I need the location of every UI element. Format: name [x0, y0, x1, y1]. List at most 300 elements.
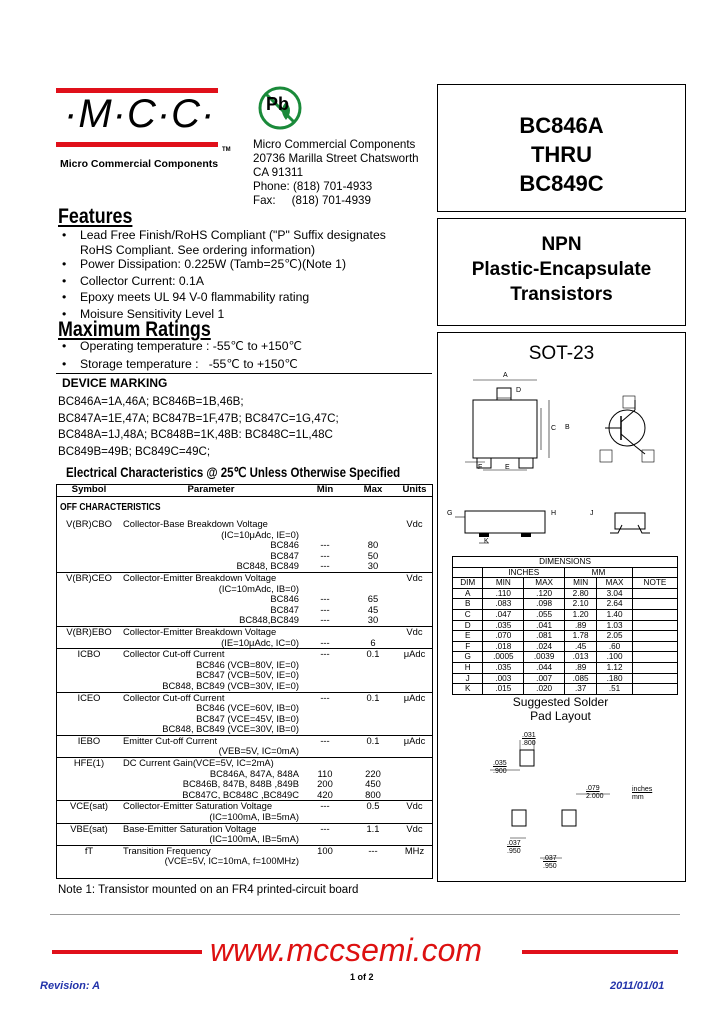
- elec-symbol: [57, 746, 121, 757]
- website-link[interactable]: www.mccsemi.com: [210, 932, 483, 968]
- company-line: CA 91311: [253, 166, 304, 179]
- dimension-cell: [632, 673, 677, 684]
- elec-parameter: BC848, BC849 (VCB=30V, IE=0): [162, 679, 299, 691]
- elec-unit: μAdc: [403, 691, 426, 703]
- elec-symbol: [57, 605, 121, 616]
- elec-max: 450: [365, 778, 381, 790]
- elec-unit: [397, 551, 432, 562]
- elec-max: [349, 812, 397, 823]
- desc-line1: NPN: [541, 234, 582, 255]
- revision: Revision: A: [40, 980, 101, 992]
- package-name: SOT-23: [528, 343, 595, 364]
- max-ratings-heading: Maximum Ratings: [58, 318, 211, 341]
- elec-parameter: (VEB=5V, IC=0mA): [218, 745, 299, 757]
- logo-bar-bottom: [56, 142, 218, 147]
- solder-dim-3: [586, 785, 604, 801]
- label-E: E: [505, 464, 510, 471]
- elec-parameter: (IC=10μAdc, IE=0): [221, 528, 299, 540]
- elec-unit: [397, 746, 432, 757]
- dimension-cell: .110: [483, 588, 524, 599]
- pb-free-icon: [254, 84, 306, 132]
- solder-title: [437, 695, 684, 723]
- elec-max: [349, 758, 397, 769]
- elec-parameter: BC848, BC849 (VCE=30V, IB=0): [162, 723, 299, 735]
- elec-symbol: fT: [84, 844, 94, 856]
- elec-max: [349, 670, 397, 681]
- dimension-row: [453, 609, 678, 620]
- elec-parameter: (IC=100mA, IB=5mA): [209, 833, 299, 845]
- elec-unit: [397, 703, 432, 714]
- elec-min: [301, 746, 349, 757]
- company-address: [253, 138, 419, 208]
- dim-empty: [632, 567, 677, 578]
- part-line2: THRU: [530, 142, 593, 167]
- elec-min: ---: [320, 614, 330, 626]
- dimension-cell: G: [453, 652, 483, 663]
- elec-max: [349, 572, 397, 583]
- dim-col-header: MIN: [565, 578, 597, 589]
- dimension-cell: .070: [483, 631, 524, 642]
- label-G: G: [447, 510, 453, 517]
- elec-symbol: [57, 779, 121, 790]
- dim-group-inches: INCHES: [483, 567, 565, 578]
- solder-dim-2: [493, 760, 507, 776]
- dimension-cell: .044: [524, 662, 565, 673]
- marking-lines: [58, 394, 339, 460]
- elec-parameter: Collector-Emitter Saturation Voltage: [123, 800, 273, 812]
- dimension-row: [453, 652, 678, 663]
- dim-col-header: MAX: [597, 578, 633, 589]
- dimension-cell: .098: [524, 599, 565, 610]
- elec-max: [349, 724, 397, 735]
- dimension-cell: [632, 662, 677, 673]
- dimension-cell: .015: [483, 684, 524, 695]
- elec-max: 0.1: [366, 734, 380, 746]
- elec-min: [301, 670, 349, 681]
- elec-unit: [397, 681, 432, 692]
- elec-min: [301, 681, 349, 692]
- label-F: F: [478, 464, 483, 471]
- elec-symbol: ICEO: [77, 691, 101, 703]
- elec-table-header: [57, 485, 432, 497]
- elec-row: [57, 519, 432, 530]
- elec-symbol: [57, 790, 121, 801]
- dim-col-header: MAX: [524, 578, 565, 589]
- dimension-cell: 1.20: [565, 609, 597, 620]
- dim-group-mm: MM: [565, 567, 633, 578]
- elec-parameter: BC846 (VCB=80V, IE=0): [196, 658, 299, 670]
- solder-dim-4: [507, 840, 521, 856]
- dimension-cell: .89: [565, 662, 597, 673]
- elec-row: [57, 812, 432, 823]
- solder-dim-1b: .800: [522, 740, 536, 747]
- label-C: C: [551, 425, 557, 432]
- dimension-cell: [632, 609, 677, 620]
- elec-symbol: V(BR)EBO: [66, 625, 112, 637]
- elec-min: ---: [320, 539, 330, 551]
- elec-parameter: (IE=10μAdc, IC=0): [221, 636, 299, 648]
- solder-units: [632, 786, 652, 802]
- elec-min: ---: [320, 691, 330, 703]
- dimension-cell: B: [453, 599, 483, 610]
- dimension-cell: .083: [483, 599, 524, 610]
- elec-symbol: [57, 724, 121, 735]
- dim-col-header: DIM: [453, 578, 483, 589]
- dimension-cell: .120: [524, 588, 565, 599]
- label-B: B: [565, 424, 570, 431]
- elec-parameter: DC Current Gain(VCE=5V, IC=2mA): [123, 757, 274, 769]
- elec-parameter: BC848,BC849: [239, 614, 299, 626]
- elec-symbol: [57, 584, 121, 595]
- dimension-cell: J: [453, 673, 483, 684]
- elec-row: [57, 681, 432, 692]
- dimension-row: [453, 599, 678, 610]
- elec-min: ---: [320, 560, 330, 572]
- elec-min: [301, 834, 349, 845]
- solder-title-line1: Suggested Solder: [512, 695, 609, 709]
- elec-parameter: Collector-Base Breakdown Voltage: [123, 518, 268, 529]
- elec-row: [57, 561, 432, 572]
- elec-symbol: [57, 615, 121, 626]
- elec-max: 800: [365, 788, 381, 800]
- elec-symbol: [57, 530, 121, 541]
- elec-symbol: [57, 834, 121, 845]
- solder-title-line2: Pad Layout: [530, 709, 591, 723]
- elec-min: [301, 626, 349, 637]
- elec-unit: [397, 724, 432, 735]
- elec-row: [57, 834, 432, 845]
- part-line1: BC846A: [519, 113, 604, 138]
- elec-unit: [397, 561, 432, 572]
- dimension-cell: .035: [483, 620, 524, 631]
- elec-unit: [397, 790, 432, 801]
- elec-max: 30: [367, 614, 379, 626]
- label-J: J: [590, 510, 594, 517]
- elec-symbol: VBE(sat): [70, 822, 108, 834]
- elec-row: [57, 758, 432, 769]
- elec-max: 220: [365, 767, 381, 779]
- elec-unit: [397, 834, 432, 845]
- elec-unit: [397, 638, 432, 649]
- footnote: Note 1: Transistor mounted on an FR4 printed-circuit board: [58, 884, 359, 896]
- features-heading: Features: [58, 205, 133, 228]
- elec-max: [349, 660, 397, 671]
- col-units: Units: [402, 484, 427, 495]
- dim-col-header: MIN: [483, 578, 524, 589]
- company-line: Phone: (818) 701-4933: [253, 180, 373, 193]
- solder-dim-4a: .037: [507, 840, 521, 847]
- dimension-cell: 1.40: [597, 609, 633, 620]
- dimension-cell: E: [453, 631, 483, 642]
- elec-parameter: BC846: [270, 593, 299, 605]
- elec-heading: Electrical Characteristics @ 25℃ Unless Otherwise Specified: [66, 464, 401, 480]
- footer-rule: [50, 914, 680, 915]
- label-A: A: [503, 372, 508, 379]
- elec-max: 6: [370, 636, 376, 648]
- elec-min: ---: [320, 593, 330, 605]
- marking-heading: DEVICE MARKING: [62, 376, 168, 390]
- max-ratings-list: [80, 339, 410, 371]
- label-D: D: [516, 387, 522, 394]
- elec-max: 0.1: [366, 691, 380, 703]
- elec-unit: [397, 779, 432, 790]
- elec-unit: [397, 594, 432, 605]
- footer-bar-right: [522, 950, 678, 954]
- solder-dim-5: [543, 855, 557, 871]
- part-line3: BC849C: [519, 171, 604, 196]
- dimension-cell: H: [453, 662, 483, 673]
- feature-item: • Lead Free Finish/RoHS Compliant ("P" Suffix designates RoHS Compliant. See ordering information): [80, 228, 410, 257]
- elec-unit: [397, 584, 432, 595]
- elec-parameter: BC846A, 847A, 848A: [209, 767, 299, 779]
- elec-max: [349, 703, 397, 714]
- marking-line: BC848A=1J,48A; BC848B=1K,48B: BC848C=1L,48C: [58, 428, 333, 441]
- elec-symbol: HFE(1): [73, 757, 105, 769]
- dimensions-table: [452, 556, 678, 695]
- dimension-cell: .45: [565, 641, 597, 652]
- dimension-cell: A: [453, 588, 483, 599]
- solder-dim-2b: .900: [493, 768, 507, 775]
- elec-min: ---: [320, 636, 330, 648]
- dimension-row: [453, 684, 678, 695]
- elec-min: [301, 572, 349, 583]
- elec-max: [349, 746, 397, 757]
- elec-row: [57, 724, 432, 735]
- dimension-row: [453, 641, 678, 652]
- desc-line2: Plastic-Encapsulate: [471, 259, 652, 280]
- label-K: K: [484, 538, 489, 545]
- elec-max: [349, 834, 397, 845]
- elec-min: ---: [320, 800, 330, 812]
- elec-parameter: BC846B, 847B, 848B ,849B: [182, 778, 299, 790]
- elec-unit: [397, 540, 432, 551]
- elec-max: [349, 714, 397, 725]
- dimension-cell: [632, 641, 677, 652]
- label-H: H: [551, 510, 557, 517]
- dimension-cell: [632, 588, 677, 599]
- dimension-cell: .047: [483, 609, 524, 620]
- elec-symbol: [57, 856, 121, 867]
- dimension-cell: .89: [565, 620, 597, 631]
- elec-parameter: Collector-Emitter Breakdown Voltage: [123, 625, 277, 637]
- dimension-row: [453, 673, 678, 684]
- elec-unit: Vdc: [406, 822, 423, 834]
- part-number-box: [437, 84, 686, 212]
- dimension-cell: .055: [524, 609, 565, 620]
- elec-max: 45: [367, 603, 379, 615]
- dimension-cell: .180: [597, 673, 633, 684]
- elec-min: [301, 724, 349, 735]
- elec-parameter: BC847 (VCB=50V, IE=0): [196, 669, 299, 681]
- footer-bar-left: [52, 950, 202, 954]
- elec-row: [57, 790, 432, 801]
- elec-max: ---: [368, 844, 378, 856]
- elec-min: [301, 714, 349, 725]
- dimension-cell: 3.04: [597, 588, 633, 599]
- dimension-cell: 1.03: [597, 620, 633, 631]
- elec-parameter: BC847: [270, 549, 299, 561]
- dimension-cell: .035: [483, 662, 524, 673]
- solder-dim-2a: .035: [493, 760, 507, 767]
- elec-min: ---: [320, 549, 330, 561]
- col-symbol: Symbol: [71, 484, 107, 495]
- elec-symbol: VCE(sat): [69, 800, 109, 812]
- elec-max: 80: [367, 539, 379, 551]
- elec-unit: MHz: [404, 844, 425, 856]
- feature-item: • Moisure Sensitivity Level 1: [80, 307, 410, 322]
- elec-unit: [397, 714, 432, 725]
- elec-max: 30: [367, 560, 379, 572]
- elec-symbol: [57, 594, 121, 605]
- elec-symbol: V(BR)CEO: [66, 571, 112, 583]
- company-line: Micro Commercial Components: [253, 138, 416, 151]
- feature-item: • Collector Current: 0.1A: [80, 274, 410, 289]
- elec-symbol: [57, 681, 121, 692]
- dimension-cell: 2.05: [597, 631, 633, 642]
- dimension-cell: .085: [565, 673, 597, 684]
- elec-min: ---: [320, 822, 330, 834]
- elec-parameter: BC848, BC849: [236, 560, 299, 572]
- elec-unit: [397, 615, 432, 626]
- marking-line: BC846A=1A,46A; BC846B=1B,46B;: [58, 395, 244, 408]
- dimension-cell: .60: [597, 641, 633, 652]
- feature-item: • Power Dissipation: 0.225W (Tamb=25℃)(Note 1): [80, 257, 410, 272]
- mcc-logo: ·M·C·C·: [64, 92, 216, 136]
- elec-max: [349, 856, 397, 867]
- dimension-cell: .024: [524, 641, 565, 652]
- dimension-cell: .081: [524, 631, 565, 642]
- dimension-cell: .018: [483, 641, 524, 652]
- company-line: 20736 Marilla Street Chatsworth: [253, 152, 419, 165]
- dimension-cell: D: [453, 620, 483, 631]
- elec-max: [349, 681, 397, 692]
- elec-parameter: Collector-Emitter Breakdown Voltage: [123, 571, 277, 583]
- elec-min: ---: [320, 734, 330, 746]
- elec-unit: [397, 660, 432, 671]
- elec-symbol: [57, 660, 121, 671]
- elec-unit: μAdc: [403, 648, 426, 660]
- col-min: Min: [316, 484, 334, 495]
- marking-line: BC849B=49B; BC849C=49C;: [58, 444, 211, 458]
- elec-max: 50: [367, 549, 379, 561]
- elec-parameter: Base-Emitter Saturation Voltage: [123, 822, 257, 834]
- solder-dim-3b: 2.000: [586, 793, 604, 800]
- col-parameter: Parameter: [187, 484, 235, 495]
- dimension-cell: .041: [524, 620, 565, 631]
- dim-col-header: NOTE: [632, 578, 677, 589]
- dimension-cell: 2.80: [565, 588, 597, 599]
- elec-min: [301, 758, 349, 769]
- elec-unit: [397, 530, 432, 541]
- elec-min: 200: [317, 778, 333, 790]
- pb-badge-text: Pb: [266, 94, 290, 114]
- dimension-row: [453, 588, 678, 599]
- elec-unit: Vdc: [406, 571, 423, 583]
- dimension-cell: .51: [597, 684, 633, 695]
- elec-symbol: [57, 638, 121, 649]
- dimension-row: [453, 662, 678, 673]
- rating-item: • Operating temperature : -55℃ to +150℃: [80, 339, 410, 354]
- elec-unit: [397, 758, 432, 769]
- elec-symbol: ICBO: [77, 648, 101, 660]
- marking-divider: [56, 373, 432, 374]
- elec-unit: [397, 670, 432, 681]
- dimension-cell: F: [453, 641, 483, 652]
- elec-symbol: V(BR)CBO: [66, 518, 112, 529]
- dimension-cell: [632, 631, 677, 642]
- elec-parameter: (VCE=5V, IC=10mA, f=100MHz): [164, 855, 299, 867]
- elec-symbol: [57, 561, 121, 572]
- logo-caption: Micro Commercial Components: [60, 158, 219, 170]
- col-max: Max: [363, 484, 383, 495]
- elec-min: ---: [320, 603, 330, 615]
- dimension-cell: 1.78: [565, 631, 597, 642]
- elec-parameter: BC847C, BC848C ,BC849C: [182, 788, 299, 800]
- elec-symbol: [57, 551, 121, 562]
- elec-unit: [397, 605, 432, 616]
- elec-symbol: IEBO: [77, 734, 101, 746]
- elec-symbol: [57, 714, 121, 725]
- dimension-cell: 2.64: [597, 599, 633, 610]
- elec-min: [301, 660, 349, 671]
- dimension-cell: [632, 652, 677, 663]
- elec-row: [57, 638, 432, 649]
- elec-symbol: [57, 703, 121, 714]
- company-line: Fax: (818) 701-4939: [253, 194, 371, 207]
- elec-row: [57, 615, 432, 626]
- dim-empty: [453, 567, 483, 578]
- dimension-row: [453, 631, 678, 642]
- elec-symbol: [57, 670, 121, 681]
- solder-unit-inches: inches: [632, 786, 653, 793]
- elec-min: [301, 856, 349, 867]
- dimension-cell: .020: [524, 684, 565, 695]
- elec-max: 65: [367, 593, 379, 605]
- elec-min: ---: [320, 648, 330, 660]
- dimension-cell: .0005: [483, 652, 524, 663]
- elec-min: [301, 703, 349, 714]
- package-side-view-drawing: [445, 505, 675, 550]
- elec-max: [349, 626, 397, 637]
- elec-row: [57, 856, 432, 867]
- elec-symbol: [57, 812, 121, 823]
- package-top-view-drawing: [445, 370, 675, 475]
- solder-dim-5a: .037: [543, 855, 557, 862]
- elec-min: 100: [317, 844, 333, 856]
- dimension-cell: .013: [565, 652, 597, 663]
- dimension-cell: K: [453, 684, 483, 695]
- elec-max: 1.1: [366, 822, 380, 834]
- dimension-cell: .003: [483, 673, 524, 684]
- marking-line: BC847A=1E,47A; BC847B=1F,47B; BC847C=1G,47C;: [58, 411, 339, 425]
- rating-item: • Storage temperature : -55℃ to +150℃: [80, 357, 410, 372]
- dimension-cell: .007: [524, 673, 565, 684]
- dimension-cell: [632, 620, 677, 631]
- dimension-cell: C: [453, 609, 483, 620]
- elec-unit: Vdc: [406, 800, 423, 812]
- solder-dim-3a: .079: [586, 785, 600, 792]
- elec-max: 0.1: [366, 648, 380, 660]
- elec-parameter: (IC=10mAdc, IB=0): [218, 582, 299, 594]
- dimension-cell: .0039: [524, 652, 565, 663]
- page-number: 1 of 2: [350, 972, 374, 982]
- dimension-cell: 2.10: [565, 599, 597, 610]
- solder-dim-4b: .950: [507, 848, 521, 855]
- off-characteristics-heading: OFF CHARACTERISTICS: [60, 502, 161, 513]
- elec-parameter: Collector Cut-off Current: [123, 648, 225, 660]
- elec-unit: [397, 812, 432, 823]
- dimension-cell: .100: [597, 652, 633, 663]
